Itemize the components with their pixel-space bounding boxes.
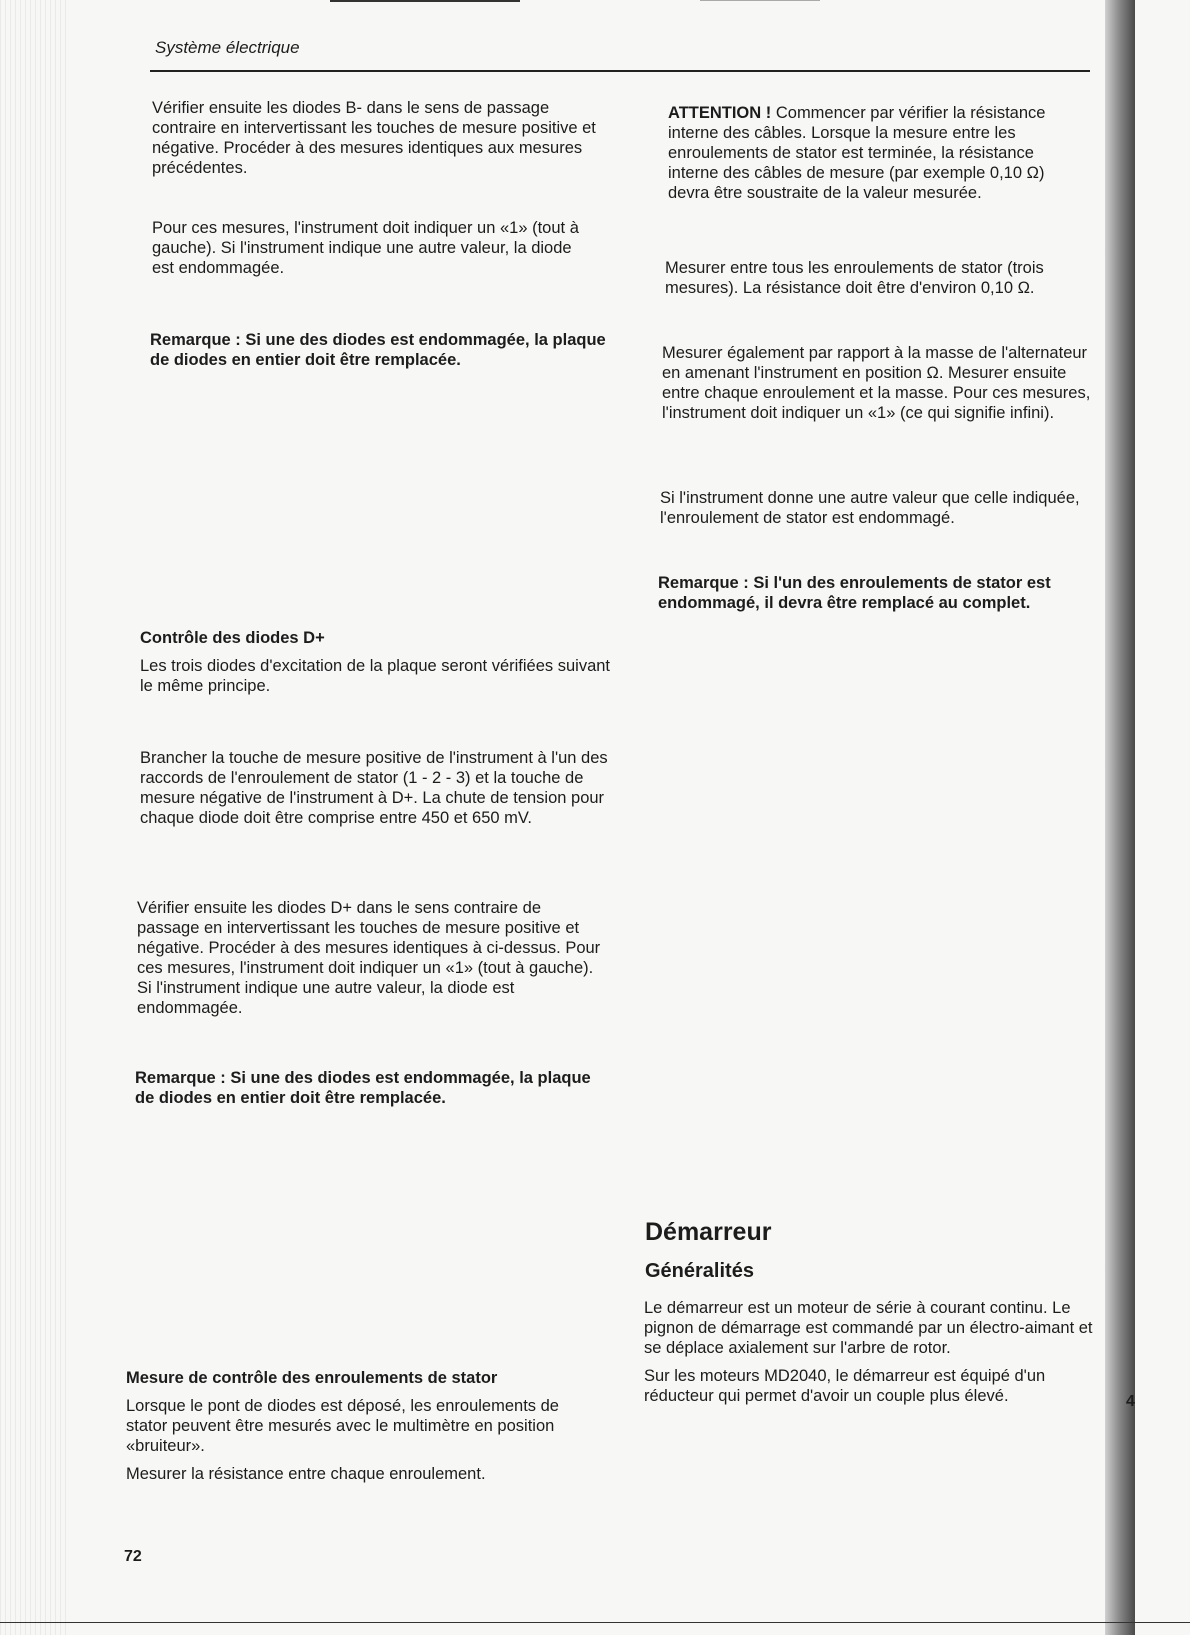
section-stator — [126, 1368, 566, 1484]
left-paragraph-dplus-3 — [137, 898, 607, 1018]
text: Lorsque le pont de diodes est déposé, les enroulements de stator peuvent être mesurés avec le multimètre en position «bruiteur». — [126, 1397, 559, 1455]
scan-edge-left — [0, 0, 70, 1635]
header-rule — [150, 70, 1090, 72]
side-tab-number: 4 — [1126, 1393, 1135, 1410]
section-title-demarreur: Démarreur — [645, 1218, 772, 1246]
running-header: Système électrique — [155, 38, 300, 57]
text: Brancher la touche de mesure positive de l'instrument à l'un des raccords de l'enroulement de stator (1 - 2 - 3) et la touche de mesure négative de l'instrument à D+. La chute de tension pour chaque diode doit être comprise entre 450 et 650 mV. — [140, 749, 608, 827]
section-subtitle-generalites: Généralités — [645, 1260, 754, 1282]
text: Si l'instrument donne une autre valeur que celle indiquée, l'enroulement de stator est endommagé. — [660, 489, 1080, 527]
left-note-2 — [135, 1068, 605, 1108]
left-paragraph-dplus-2 — [140, 748, 610, 828]
scan-edge-right — [1105, 0, 1135, 1635]
bottom-rule — [0, 1622, 1190, 1623]
left-paragraph-1 — [152, 98, 612, 178]
right-note — [658, 573, 1090, 613]
right-paragraph-3 — [662, 343, 1092, 423]
text: Mesurer entre tous les enroulements de stator (trois mesures). La résistance doit être d'environ 0,10 Ω. — [665, 259, 1044, 297]
section-heading: Contrôle des diodes D+ — [140, 629, 325, 647]
section-heading: Mesure de contrôle des enroulements de stator — [126, 1369, 498, 1387]
text: Remarque : Si l'un des enroulements de stator est endommagé, il devra être remplacé au complet. — [658, 574, 1051, 612]
text — [668, 103, 1088, 203]
text: Commencer par vérifier la résistance interne des câbles. Lorsque la mesure entre les enroulements de stator est terminée, la résistance interne des câbles de mesure (par exemple 0,10 Ω) devra être soustraite de la valeur mesurée. — [668, 104, 1046, 202]
top-rule-secondary — [700, 0, 820, 1]
text: Pour ces mesures, l'instrument doit indiquer un «1» (tout à gauche). Si l'instrument indique une autre valeur, la diode est endommagée. — [152, 219, 579, 277]
page-number: 72 — [124, 1548, 142, 1565]
text: Vérifier ensuite les diodes B- dans le sens de passage contraire en intervertissant les touches de mesure positive et négative. Procéder à des mesures identiques aux mesures précédentes. — [152, 99, 596, 177]
left-note-1 — [150, 330, 610, 370]
text: Mesurer la résistance entre chaque enroulement. — [126, 1465, 486, 1483]
right-paragraph-4 — [660, 488, 1088, 528]
top-rule — [330, 0, 520, 2]
left-paragraph-2 — [152, 218, 592, 278]
attention-paragraph — [668, 103, 1088, 203]
section-dplus — [140, 628, 610, 696]
right-paragraph-2 — [665, 258, 1090, 298]
text: Mesurer également par rapport à la masse de l'alternateur en amenant l'instrument en position Ω. Mesurer ensuite entre chaque enroulement et la masse. Pour ces mesures, l'instrument doit indiquer un «1» (ce qui signifie infini). — [662, 344, 1091, 422]
text: Remarque : Si une des diodes est endommagée, la plaque de diodes en entier doit être remplacée. — [150, 331, 606, 369]
text: Les trois diodes d'excitation de la plaque seront vérifiées suivant le même principe. — [140, 657, 611, 695]
text: Vérifier ensuite les diodes D+ dans le sens contraire de passage en intervertissant les touches de mesure positive et négative. Procéder à des mesures identiques à ci-dessus. Pour ces mesures, l'instrument doit indiquer un «1» (tout à gauche). Si l'instrument indique une autre valeur, la diode est endommagée. — [137, 899, 601, 1017]
attention-label: ATTENTION ! — [668, 104, 772, 122]
right-paragraph-generalites — [644, 1298, 1094, 1406]
text: Le démarreur est un moteur de série à courant continu. Le pignon de démarrage est commandé par un électro-aimant et se déplace axialement sur l'arbre de rotor. — [644, 1299, 1093, 1357]
text: Remarque : Si une des diodes est endommagée, la plaque de diodes en entier doit être remplacée. — [135, 1069, 591, 1107]
text: Sur les moteurs MD2040, le démarreur est équipé d'un réducteur qui permet d'avoir un couple plus élevé. — [644, 1367, 1046, 1405]
